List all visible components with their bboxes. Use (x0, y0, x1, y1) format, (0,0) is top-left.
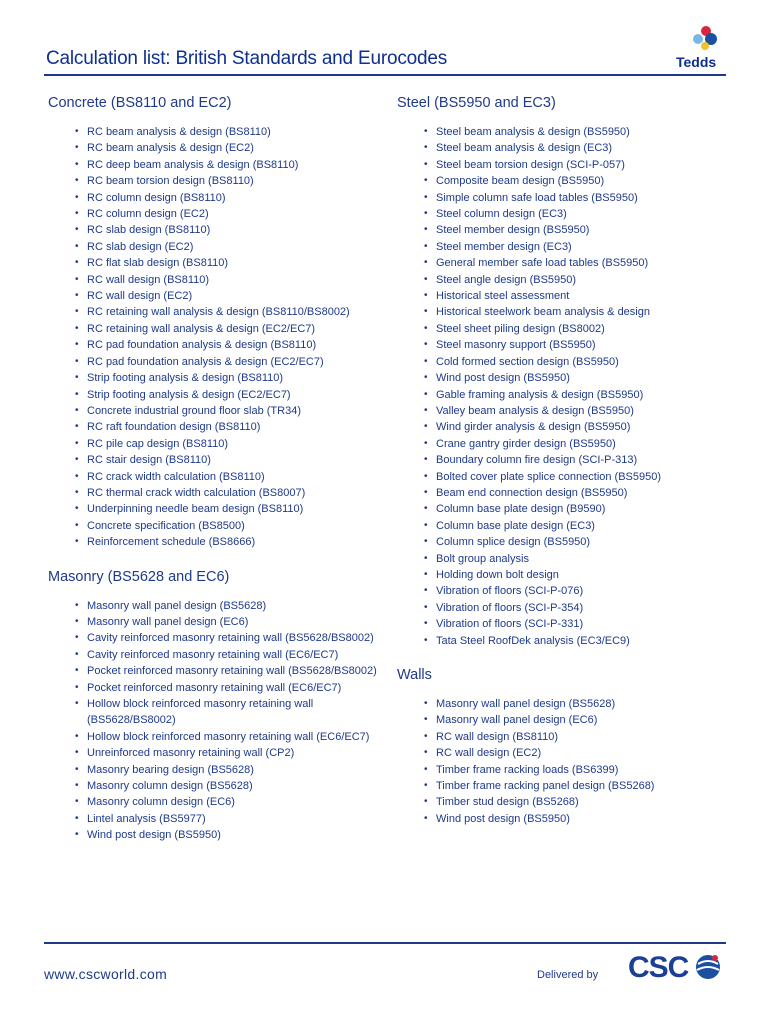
list-item: • RC pad foundation analysis & design (EC2/EC7) (75, 354, 393, 370)
csc-globe-icon (693, 952, 723, 982)
list-item: • Strip footing analysis & design (EC2/EC7) (75, 387, 393, 403)
list-item: • Vibration of floors (SCI-P-331) (424, 616, 727, 632)
masonry-section (48, 569, 393, 844)
concrete-section (48, 95, 393, 551)
list-item: • Cold formed section design (BS5950) (424, 354, 727, 370)
list-item: • Column base plate design (B9590) (424, 501, 727, 517)
calc-list (75, 124, 393, 551)
list-item: • Valley beam analysis & design (BS5950) (424, 403, 727, 419)
list-item: • RC beam analysis & design (EC2) (75, 140, 393, 156)
list-item: • RC column design (BS8110) (75, 190, 393, 206)
list-item: • RC slab design (BS8110) (75, 222, 393, 238)
list-item: • Tata Steel RoofDek analysis (EC3/EC9) (424, 633, 727, 649)
list-item: • Holding down bolt design (424, 567, 727, 583)
footer-divider (44, 942, 726, 944)
section-heading: Concrete (BS8110 and EC2) (48, 95, 232, 111)
list-item: • Historical steelwork beam analysis & design (424, 304, 727, 320)
list-item: • Steel sheet piling design (BS8002) (424, 321, 727, 337)
calc-list (75, 598, 393, 844)
list-item: • Composite beam design (BS5950) (424, 173, 727, 189)
section-heading: Walls (397, 667, 432, 683)
list-item: • Hollow block reinforced masonry retaining wall (BS5628/BS8002) (75, 696, 393, 729)
list-item: • Strip footing analysis & design (BS8110) (75, 370, 393, 386)
list-item: • Pocket reinforced masonry retaining wall (EC6/EC7) (75, 680, 393, 696)
list-item: • General member safe load tables (BS5950) (424, 255, 727, 271)
list-item: • Simple column safe load tables (BS5950) (424, 190, 727, 206)
list-item: • Wind girder analysis & design (BS5950) (424, 419, 727, 435)
list-item: • Boundary column fire design (SCI-P-313) (424, 452, 727, 468)
list-item: • Masonry column design (EC6) (75, 794, 393, 810)
list-item: • Timber frame racking panel design (BS5268) (424, 778, 727, 794)
list-item: • Column splice design (BS5950) (424, 534, 727, 550)
list-item: • RC slab design (EC2) (75, 239, 393, 255)
list-item: • Cavity reinforced masonry retaining wall (BS5628/BS8002) (75, 630, 393, 646)
list-item: • Historical steel assessment (424, 288, 727, 304)
right-column (397, 95, 727, 827)
list-item: • RC flat slab design (BS8110) (75, 255, 393, 271)
list-item: • Reinforcement schedule (BS8666) (75, 534, 393, 550)
list-item: • RC thermal crack width calculation (BS8007) (75, 485, 393, 501)
section-heading: Masonry (BS5628 and EC6) (48, 568, 230, 585)
list-item: • Wind post design (BS5950) (75, 827, 393, 843)
list-item: • RC beam torsion design (BS8110) (75, 173, 393, 189)
list-item: • RC beam analysis & design (BS8110) (75, 124, 393, 140)
page-title: Calculation list: British Standards and Eurocodes (46, 48, 448, 69)
list-item: • Wind post design (BS5950) (424, 811, 727, 827)
csc-logo-text: CSC (628, 951, 689, 984)
list-item: • RC deep beam analysis & design (BS8110) (75, 157, 393, 173)
list-item: • Steel masonry support (BS5950) (424, 337, 727, 353)
list-item: • Masonry bearing design (BS5628) (75, 762, 393, 778)
list-item: • Wind post design (BS5950) (424, 370, 727, 386)
tedds-logo-text: Tedds (676, 54, 717, 70)
list-item: • Concrete specification (BS8500) (75, 518, 393, 534)
calc-list (424, 696, 727, 827)
list-item: • Masonry wall panel design (EC6) (424, 712, 727, 728)
list-item: • Steel beam analysis & design (EC3) (424, 140, 727, 156)
list-item: • Timber frame racking loads (BS6399) (424, 762, 727, 778)
list-item: • RC stair design (BS8110) (75, 452, 393, 468)
calc-list (424, 124, 727, 649)
list-item: • Unreinforced masonry retaining wall (CP2) (75, 745, 393, 761)
list-item: • Steel angle design (BS5950) (424, 272, 727, 288)
walls-section (397, 667, 727, 827)
list-item: • Steel beam torsion design (SCI-P-057) (424, 157, 727, 173)
list-item: • Concrete industrial ground floor slab (TR34) (75, 403, 393, 419)
list-item: • Vibration of floors (SCI-P-076) (424, 583, 727, 599)
list-item: • Cavity reinforced masonry retaining wall (EC6/EC7) (75, 647, 393, 663)
list-item: • Masonry wall panel design (BS5628) (75, 598, 393, 614)
list-item: • Column base plate design (EC3) (424, 518, 727, 534)
delivered-by-label: Delivered by (537, 969, 599, 981)
list-item: • Steel column design (EC3) (424, 206, 727, 222)
header-divider (44, 74, 726, 76)
list-item: • Pocket reinforced masonry retaining wall (BS5628/BS8002) (75, 663, 393, 679)
list-item: • RC wall design (EC2) (75, 288, 393, 304)
section-heading: Steel (BS5950 and EC3) (397, 95, 556, 111)
list-item: • RC wall design (BS8110) (424, 729, 727, 745)
list-item: • Bolted cover plate splice connection (BS5950) (424, 469, 727, 485)
list-item: • Vibration of floors (SCI-P-354) (424, 600, 727, 616)
list-item: • Steel member design (BS5950) (424, 222, 727, 238)
steel-section (397, 95, 727, 649)
list-item: • RC crack width calculation (BS8110) (75, 469, 393, 485)
list-item: • Steel beam analysis & design (BS5950) (424, 124, 727, 140)
list-item: • Hollow block reinforced masonry retaining wall (EC6/EC7) (75, 729, 393, 745)
list-item: • RC raft foundation design (BS8110) (75, 419, 393, 435)
list-item: • Masonry wall panel design (EC6) (75, 614, 393, 630)
list-item: • RC column design (EC2) (75, 206, 393, 222)
left-column (48, 95, 393, 844)
list-item: • Steel member design (EC3) (424, 239, 727, 255)
list-item: • RC pile cap design (BS8110) (75, 436, 393, 452)
list-item: • Beam end connection design (BS5950) (424, 485, 727, 501)
list-item: • Masonry wall panel design (BS5628) (424, 696, 727, 712)
list-item: • Timber stud design (BS5268) (424, 794, 727, 810)
list-item: • RC retaining wall analysis & design (BS8110/BS8002) (75, 304, 393, 320)
list-item: • RC retaining wall analysis & design (EC2/EC7) (75, 321, 393, 337)
list-item: • Masonry column design (BS5628) (75, 778, 393, 794)
list-item: • Lintel analysis (BS5977) (75, 811, 393, 827)
list-item: • Crane gantry girder design (BS5950) (424, 436, 727, 452)
footer-url-link[interactable]: www.cscworld.com (44, 966, 168, 982)
list-item: • Gable framing analysis & design (BS5950) (424, 387, 727, 403)
list-item: • RC wall design (BS8110) (75, 272, 393, 288)
list-item: • Underpinning needle beam design (BS8110) (75, 501, 393, 517)
list-item: • Bolt group analysis (424, 551, 727, 567)
list-item: • RC pad foundation analysis & design (BS8110) (75, 337, 393, 353)
list-item: • RC wall design (EC2) (424, 745, 727, 761)
